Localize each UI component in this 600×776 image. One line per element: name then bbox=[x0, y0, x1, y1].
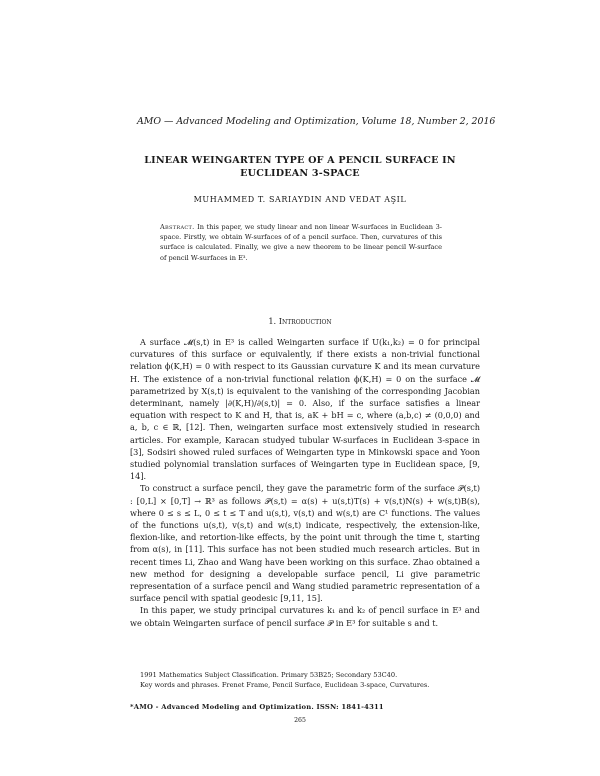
running-head: AMO — Advanced Modeling and Optimization, Volume 18, Number 2, 2016 bbox=[137, 116, 496, 127]
title-line-1: LINEAR WEINGARTEN TYPE OF A PENCIL SURFACE IN bbox=[144, 155, 456, 166]
abstract-label: Abstract. bbox=[160, 223, 195, 231]
section-heading: 1. Introduction bbox=[268, 316, 332, 326]
footnotes bbox=[130, 670, 480, 690]
abstract-text: In this paper, we study linear and non linear W-surfaces in Euclidean 3-space. Firstly, we obtain W-surfaces of of a pencil surface. Then, curvatures of this surface is calculated. Finally, we give a new theorem to be linear pencil W-surface of pencil W-surfaces in E³. bbox=[160, 223, 442, 262]
paragraph: A surface 𝓜(s,t) in E³ is called Weingarten surface if U(k₁,k₂) = 0 for principal curvatures of this surface or equivalently, if there exists a non-trivial functional relation ϕ(K,H) = 0 with respect to its Gaussian curvature K and its mean curvature H. The existence of a non-trivial functional relation ϕ(K,H) = 0 on the surface 𝓜 parametrized by X(s,t) is equivalent to the vanishing of the corresponding Jacobian determinant, namely |∂(K,H)/∂(s,t)| = 0. Also, if the surface satisfies a linear equation with respect to K and H, that is, aK + bH = c, where (a,b,c) ≠ (0,0,0) and a, b, c ∈ ℝ, [12]. Then, weingarten surface most extensively studied in research articles. For example, Karacan studyed tubular W-surfaces in Euclidean 3-space in [3], Sodsiri showed ruled surfaces of Weingarten type in Minkowski space and Yoon studied polynomial translation surfaces of Weingarten type in Euclidean space, [9, 14]. bbox=[130, 337, 480, 482]
footnote-keywords: Key words and phrases. Frenet Frame, Pencil Surface, Euclidean 3-space, Curvatures. bbox=[140, 681, 430, 689]
footnote-classification: 1991 Mathematics Subject Classification. Primary 53B25; Secondary 53C40. bbox=[140, 671, 398, 679]
journal-note: *AMO - Advanced Modeling and Optimization. ISSN: 1841-4311 bbox=[130, 703, 384, 711]
paper-title bbox=[120, 154, 480, 180]
page-number: 265 bbox=[294, 717, 306, 724]
abstract bbox=[160, 222, 442, 263]
paragraph: To construct a surface pencil, they gave the parametric form of the surface 𝒫(s,t) : [0,L] × [0,T] → ℝ³ as follows 𝒫(s,t) = α(s) + u(s,t)T(s) + v(s,t)N(s) + w(s,t)B(s), where 0 ≤ s ≤ L, 0 ≤ t ≤ T and u(s,t), v(s,t) and w(s,t) are C¹ functions. The values of the functions u(s,t), v(s,t) and w(s,t) indicate, respectively, the extension-like, flexion-like, and retortion-like effects, by the point unit through the time t, starting from α(s), in [11]. This surface has not been studied much research articles. But in recent times Li, Zhao and Wang have been working on this surface. Zhao obtained a new method for designing a developable surface pencil, Li give parametric representation of a surface pencil and Wang studied parametric representation of a surface pencil with spatial geodesic [9,11, 15]. bbox=[130, 483, 480, 604]
authors: MUHAMMED T. SARIAYDIN AND VEDAT AŞIL bbox=[193, 195, 407, 204]
paragraph: In this paper, we study principal curvatures k₁ and k₂ of pencil surface in E³ and we obtain Weingarten surface of pencil surface 𝒫 in E³ for suitable s and t. bbox=[130, 605, 480, 628]
title-line-2: EUCLIDEAN 3-SPACE bbox=[240, 168, 360, 179]
body-text bbox=[130, 336, 480, 629]
